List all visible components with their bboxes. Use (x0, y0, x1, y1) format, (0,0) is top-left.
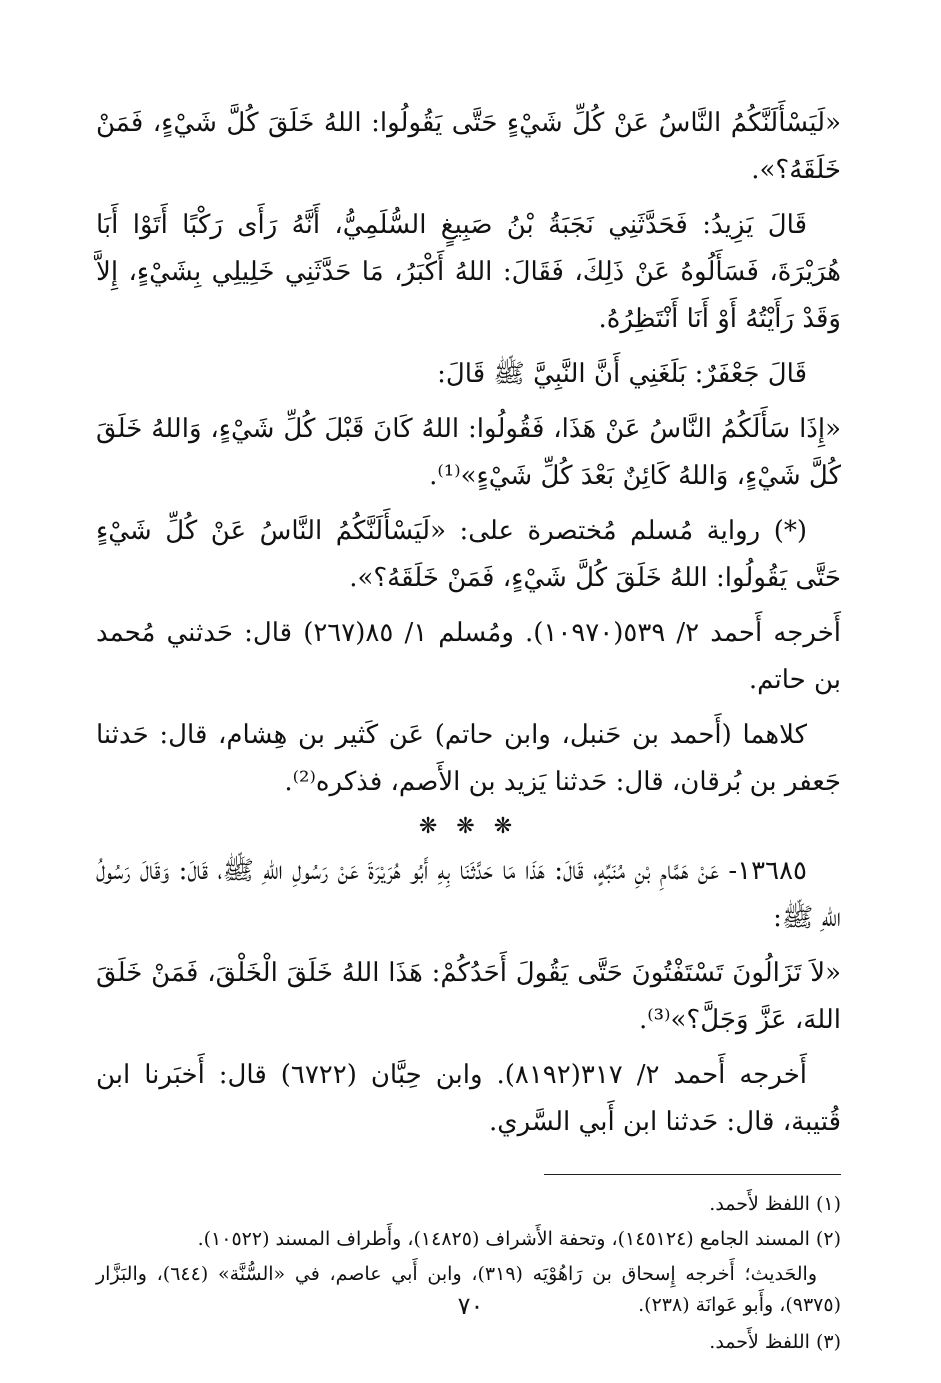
narration-jafar: قَالَ جَعْفَرٌ: بَلَغَنِي أَنَّ النَّبِيَّ ﷺ قَالَ: (437, 359, 807, 389)
narration-yazid: قَالَ يَزِيدُ: فَحَدَّثَنِي نَجَبَةُ بْنُ صَبِيغٍ السُّلَمِيُّ، أَنَّهُ رَأَى رَكْبًا أَتَوْا أَبَا هُرَيْرَةَ، فَسَأَلُوهُ عَنْ ذَلِكَ، فَقَالَ: اللهُ أَكْبَرُ، مَا حَدَّثَنِي خَلِيلِي بِشَيْءٍ، إِلاَّ وَقَدْ رَأَيْتُهُ أَوْ أَنَا أَنْتَظِرُهُ. (96, 210, 841, 334)
footnote-3: (٣) اللفظ لأَحمد. (709, 1331, 841, 1353)
muslim-version-note: (*) رواية مُسلم مُختصرة على: «لَيَسْأَلَنَّكُمُ النَّاسُ عَنْ كُلِّ شَيْءٍ حَتَّى يَقُولُوا: اللهُ خَلَقَ كُلَّ شَيْءٍ، فَمَنْ خَلَقَهُ؟». (96, 516, 841, 593)
hadith-quote-2: «إِذَا سَأَلَكُمُ النَّاسُ عَنْ هَذَا، فَقُولُوا: اللهُ كَانَ قَبْلَ كُلِّ شَيْءٍ، وَاللهُ خَلَقَ كُلَّ شَيْءٍ، وَاللهُ كَائِنٌ بَعْدَ كُلِّ شَيْءٍ»⁽¹⁾. (96, 414, 841, 491)
main-text (96, 100, 841, 1146)
footnotes (96, 1189, 841, 1358)
hadith-quote-1: «لَيَسْأَلَنَّكُمُ النَّاسُ عَنْ كُلِّ شَيْءٍ حَتَّى يَقُولُوا: اللهُ خَلَقَ كُلَّ شَيْءٍ، فَمَنْ خَلَقَهُ؟». (96, 108, 841, 185)
page-number: ٧٠ (457, 1292, 484, 1320)
footnote-2-continued: والحَديث؛ أَخرجه إِسحاق بن رَاهُوْيَه (٣١٩)، وابن أَبي عاصم، في «السُّنَّة» (٦٤٤)، والبَزَّار (٩٣٧٥)، وأَبو عَوانَة (٢٣٨). (96, 1263, 841, 1316)
takhrij-3: أَخرجه أَحمد ٢/ ٣١٧(٨١٩٢). وابن حِبَّان (٦٧٢٢) قال: أَخبَرنا ابن قُتيبة، قال: حَدثنا ابن أَبي السَّري. (96, 1060, 841, 1137)
hadith-13685-text: «لاَ تَزَالُونَ تَسْتَفْتُونَ حَتَّى يَقُولَ أَحَدُكُمْ: هَذَا اللهُ خَلَقَ الْخَلْقَ، فَمَنْ خَلَقَ اللهَ، عَزَّ وَجَلَّ؟»⁽³⁾. (96, 958, 841, 1035)
footnote-2: (٢) المسند الجامع (١٤٥١٢٤)، وتحفة الأَشراف (١٤٨٢٥)، وأَطراف المسند (١٠٥٢٢). (197, 1228, 841, 1250)
footnote-divider (544, 1174, 841, 1175)
footnote-1: (١) اللفظ لأَحمد. (709, 1193, 841, 1215)
takhrij-2: كلاهما (أَحمد بن حَنبل، وابن حاتم) عَن كَثير بن هِشام، قال: حَدثنا جَعفر بن بُرقان، قال: حَدثنا يَزيد بن الأَصم، فذكره⁽²⁾. (96, 720, 841, 797)
hadith-13685-isnad: ١٣٦٨٥- عَنْ هَمَّامِ بْنِ مُنَبِّهٍ، قَالَ: هَذَا مَا حَدَّثَنَا بِهِ أَبُو هُرَيْرَةَ عَنْ رَسُولِ اللهِ ﷺ، قَالَ: وَقَالَ رَسُولُ اللهِ ﷺ: (96, 856, 841, 933)
takhrij-1: أَخرجه أَحمد ٢/ ٥٣٩(١٠٩٧٠). ومُسلم ١/ ٨٥(٢٦٧) قال: حَدثني مُحمد بن حاتم. (96, 618, 841, 695)
section-separator: ❋ ❋ ❋ (418, 814, 519, 839)
